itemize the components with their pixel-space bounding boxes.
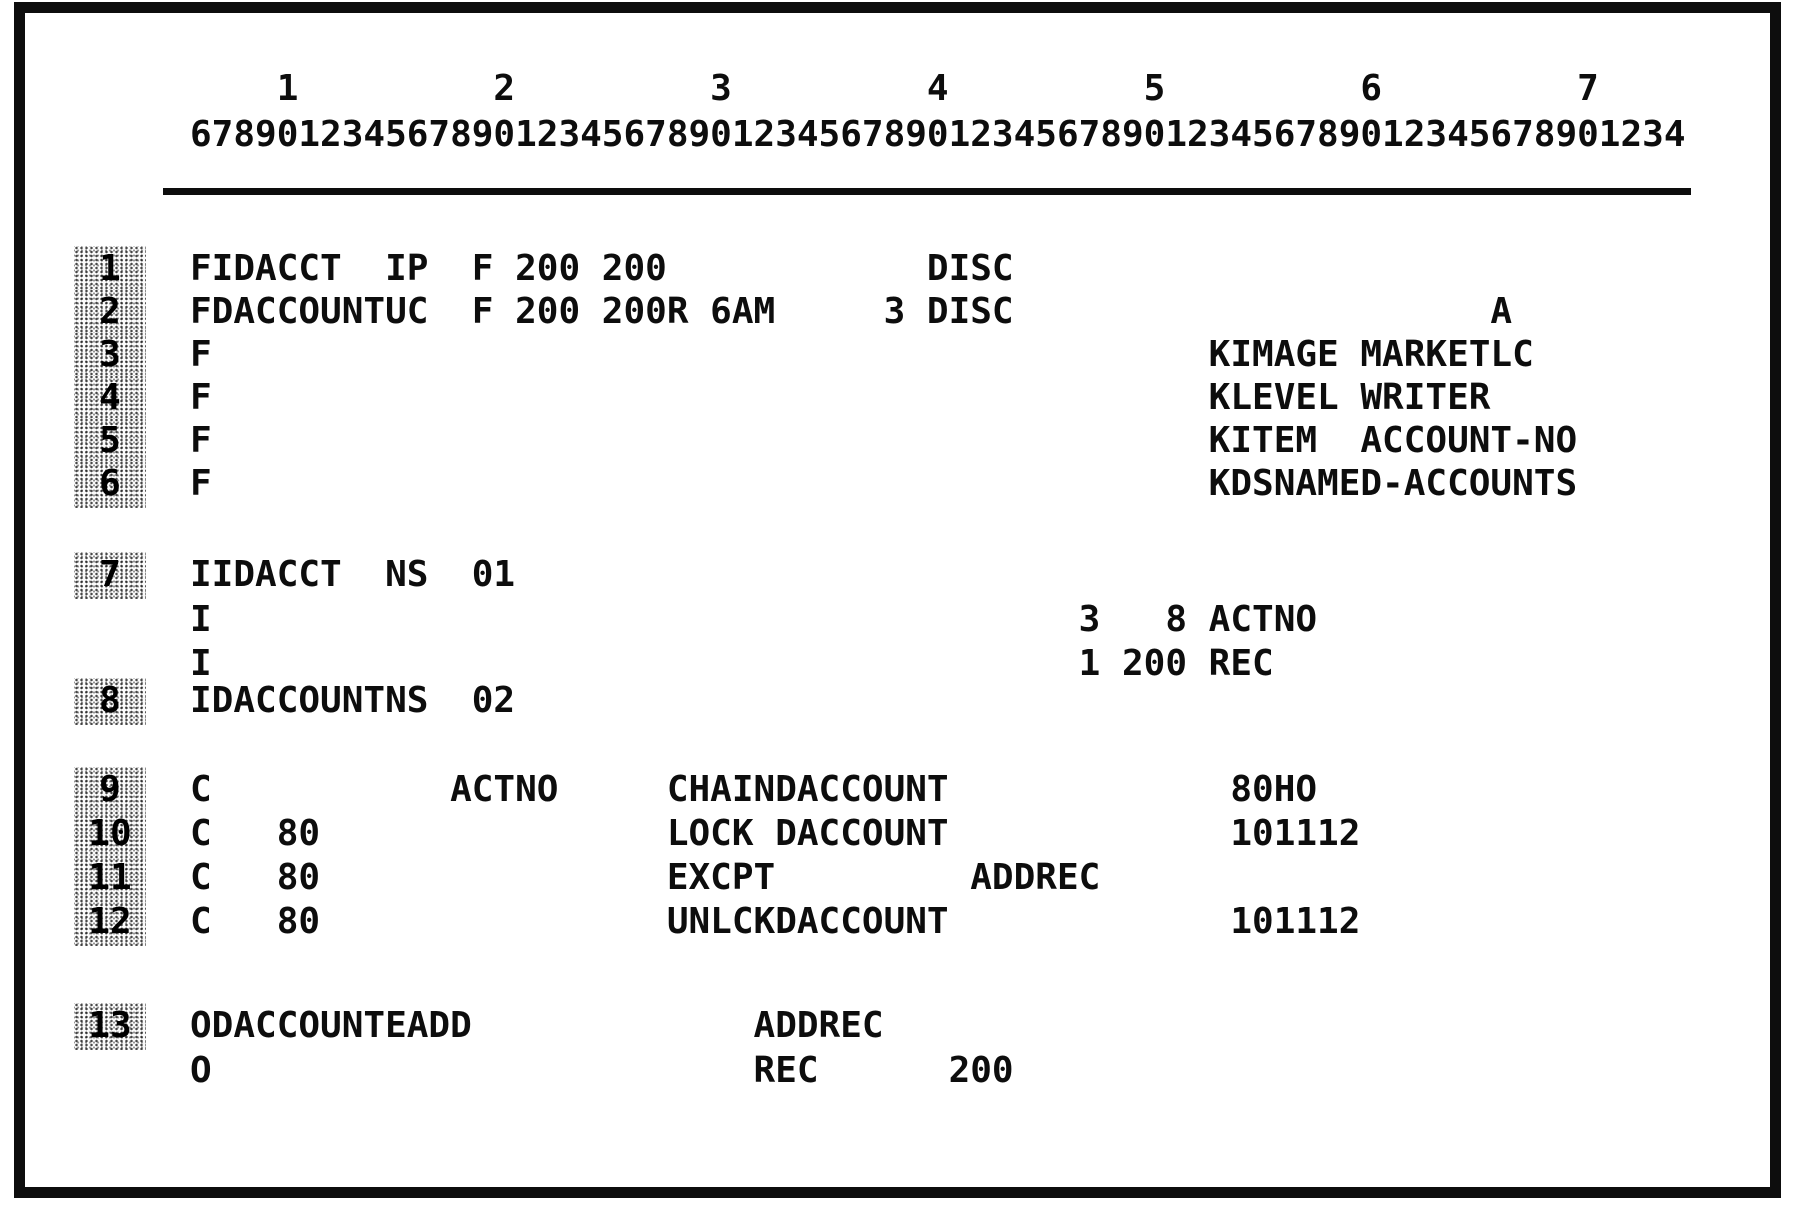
- column-ruler-tens: 1 2 3 4 5 6 7: [190, 68, 1599, 109]
- listing-row-i-continuation-1: [0, 600, 1793, 640]
- ruler-underline: [163, 188, 1691, 195]
- code-line: ODACCOUNTEADD ADDREC: [190, 1005, 884, 1046]
- code-line: F KIMAGE MARKETLC: [190, 334, 1534, 375]
- code-line: I 3 8 ACTNO: [190, 599, 1318, 640]
- listing-row-13: [0, 1006, 1793, 1046]
- code-line: F KITEM ACCOUNT-NO: [190, 420, 1578, 461]
- code-line: I 1 200 REC: [190, 643, 1274, 684]
- listing-row-4: [0, 378, 1793, 418]
- listing-row-7: [0, 555, 1793, 595]
- code-line: IIDACCT NS 01: [190, 554, 516, 595]
- line-number-badge: 2: [74, 289, 146, 336]
- listing-row-3: [0, 335, 1793, 375]
- code-line: C 80 EXCPT ADDREC: [190, 857, 1101, 898]
- code-line: F KDSNAMED-ACCOUNTS: [190, 463, 1578, 504]
- listing-row-8: [0, 681, 1793, 721]
- code-line: C 80 LOCK DACCOUNT 101112: [190, 813, 1361, 854]
- listing-row-2: [0, 292, 1793, 332]
- listing-row-10: [0, 814, 1793, 854]
- code-line: IDACCOUNTNS 02: [190, 680, 516, 721]
- line-number-badge: 4: [74, 375, 146, 422]
- line-number-badge: 13: [74, 1003, 146, 1050]
- line-number-badge: 12: [74, 899, 146, 946]
- code-line: O REC 200: [190, 1050, 1014, 1091]
- listing-row-9: [0, 770, 1793, 810]
- listing-row-11: [0, 858, 1793, 898]
- code-line: F KLEVEL WRITER: [190, 377, 1491, 418]
- column-ruler-digits: 678901234567890123456789012345678901234567890123456789012345678901234: [190, 114, 1686, 155]
- line-number-badge: 10: [74, 811, 146, 858]
- listing-row-12: [0, 902, 1793, 942]
- code-line: C 80 UNLCKDACCOUNT 101112: [190, 901, 1361, 942]
- code-line: FDACCOUNTUC F 200 200R 6AM 3 DISC A: [190, 291, 1513, 332]
- line-number-badge: 6: [74, 461, 146, 508]
- line-number-badge: 9: [74, 767, 146, 814]
- line-number-badge: 3: [74, 332, 146, 379]
- code-line: C ACTNO CHAINDACCOUNT 80HO: [190, 769, 1318, 810]
- code-line: FIDACCT IP F 200 200 DISC: [190, 248, 1014, 289]
- line-number-badge: 11: [74, 855, 146, 902]
- line-number-badge: 8: [74, 678, 146, 725]
- listing-row-1: [0, 249, 1793, 289]
- listing-row-o-continuation: [0, 1051, 1793, 1091]
- listing-row-i-continuation-2: [0, 644, 1793, 684]
- line-number-badge: 1: [74, 246, 146, 293]
- listing-row-6: [0, 464, 1793, 504]
- line-number-badge: 7: [74, 552, 146, 599]
- listing-row-5: [0, 421, 1793, 461]
- line-number-badge: 5: [74, 418, 146, 465]
